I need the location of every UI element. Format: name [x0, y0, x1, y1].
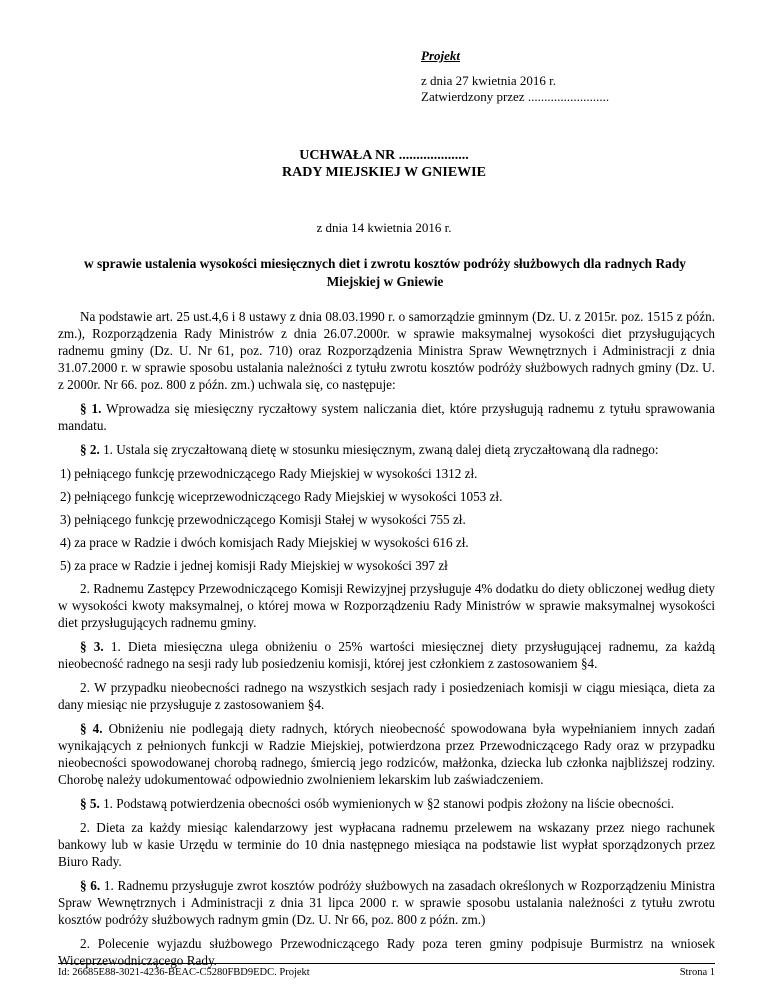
preamble: Na podstawie art. 25 ust.4,6 i 8 ustawy z dnia 08.03.1990 r. o samorządzie gminnym (Dz. U. z 2015r. poz. 1515 z późn. zm.), Rozporządzenia Rady Ministrów z dnia 26.07.2000r. w sprawie maksymalnej wysokości diet przysługujących radnemu gminy (Dz. U. Nr 61, poz. 710) oraz Rozporządzenia Ministra Spraw Wewnętrznych i Administracji z dnia 31.07.2000 r. w sprawie sposobu ustalania należności z tytułu zwrotu kosztów podróży służbowych radnych gminy (Dz. U. z 2000r. Nr 66. poz. 800 z późn. zm.) uchwala się, co następuje:	[58, 309, 715, 392]
list-item: 3) pełniącego funkcję przewodniczącego Komisji Stałej w wysokości 755 zł.	[60, 512, 466, 527]
resolution-body	[58, 308, 715, 976]
approved-by: Zatwierdzony przez .........................	[421, 89, 610, 104]
footer-divider	[58, 963, 715, 964]
section-6-label: § 6.	[80, 878, 101, 893]
council-name: RADY MIEJSKIEJ W GNIEWIE	[282, 165, 486, 180]
section-6-text: 1. Radnemu przysługuje zwrot kosztów podróży służbowych na zasadach określonych w Rozporządzeniu Ministra Spraw Wewnętrznych i Administracji z dnia 31 lipca 2000 r. w sprawie sposobu ustalania należności z tytułu zwrotu kosztów podróży służbowych radnym gmin (Dz. U. Nr 66, poz. 800 z późn. zm.)	[58, 878, 716, 927]
section-2-text: 1. Ustala się zryczałtowaną dietę w stosunku miesięcznym, zwaną dalej dietą zryczałtowaną dla radnego:	[99, 442, 659, 457]
section-5-paragraph-2: 2. Dieta za każdy miesiąc kalendarzowy jest wypłacana radnemu przelewem na wskazany przez niego rachunek bankowy lub w kasie Urzędu w terminie do 10 dnia następnego miesiąca na podstawie list wypłat sporządzonych przez Biuro Rady.	[58, 820, 715, 869]
section-1-text: Wprowadza się miesięczny ryczałtowy system naliczania diet, które przysługują radnemu z tytułu sprawowania mandatu.	[58, 401, 715, 433]
section-3-label: § 3.	[80, 639, 104, 654]
section-2-paragraph-2: 2. Radnemu Zastępcy Przewodniczącego Komisji Rewizyjnej przysługuje 4% dodatku do diety obliczonej według diety w wysokości kwoty maksymalnej, o której mowa w Rozporządzeniu Rady Ministrów w sprawie maksymalnej wysokości diet przysługujących radnemu gminy.	[58, 581, 715, 630]
section-2	[58, 441, 715, 458]
section-4-text: Obniżeniu nie podlegają diety radnych, których nieobecność spowodowana była wypełnianiem innych zadań wynikających z pełnionych funkcji w Radzie Miejskiej, potwierdzona przez Przewodniczącego Rady oraz w przypadku nieobecności spowodowanej chorobą radnego, śmiercią jego rodziców, małżonka, dziecka lub członka najbliższej rodziny. Chorobę należy udokumentować odpowiednio zwolnieniem lekarskim lub zaświadczeniem.	[58, 721, 716, 787]
section-4	[58, 720, 715, 788]
resolution-date: z dnia 14 kwietnia 2016 r.	[316, 220, 452, 235]
section-5	[58, 795, 715, 812]
section-4-label: § 4.	[80, 721, 103, 736]
header-block	[421, 48, 609, 105]
project-label: Projekt	[421, 48, 460, 63]
page-number: Strona 1	[679, 967, 715, 978]
list-item: 1) pełniącego funkcję przewodniczącego Rady Miejskiej w wysokości 1312 zł.	[60, 466, 478, 481]
section-5-label: § 5.	[80, 796, 100, 811]
section-1	[58, 400, 715, 434]
list-item: 5) za prace w Radzie i jednej komisji Rady Miejskiej w wysokości 397 zł	[60, 558, 448, 573]
section-5-text: 1. Podstawą potwierdzenia obecności osób wymienionych w §2 stanowi podpis złożony na liście obecności.	[99, 796, 675, 811]
draft-date: z dnia 27 kwietnia 2016 r.	[421, 73, 557, 88]
section-3	[58, 638, 715, 672]
list-item: 4) za prace w Radzie i dwóch komisjach Rady Miejskiej w wysokości 616 zł.	[60, 535, 469, 550]
section-6-paragraph-2: 2. Polecenie wyjazdu służbowego Przewodniczącego Rady poza teren gminy podpisuje Burmistrz na wniosek Wiceprzewodniczącego Rady.	[58, 936, 715, 968]
resolution-subject: w sprawie ustalenia wysokości miesięcznych diet i zwrotu kosztów podróży służbowych dla radnych Rady Miejskiej w Gniewie	[84, 256, 686, 289]
section-3-paragraph-2: 2. W przypadku nieobecności radnego na wszystkich sesjach rady i posiedzeniach komisji w ciągu miesiąca, dieta za dany miesiąc nie przysługuje z zastosowaniem §4.	[58, 680, 715, 712]
list-item: 2) pełniącego funkcję wiceprzewodniczącego Rady Miejskiej w wysokości 1053 zł.	[60, 489, 503, 504]
section-3-text: 1. Dieta miesięczna ulega obniżeniu o 25% wartości miesięcznej diety przysługującej radnemu, za każdą nieobecność radnego na sesji rady lub posiedzeniu komisji, której jest członkiem z zastosowaniem §4.	[58, 639, 715, 671]
document-id: Id: 26685E88-3021-4236-BEAC-C5280FBD9EDC. Projekt	[58, 967, 310, 978]
section-1-label: § 1.	[80, 401, 102, 416]
resolution-number: UCHWAŁA NR ....................	[299, 148, 469, 163]
section-6	[58, 877, 715, 928]
section-2-label: § 2.	[80, 442, 100, 457]
